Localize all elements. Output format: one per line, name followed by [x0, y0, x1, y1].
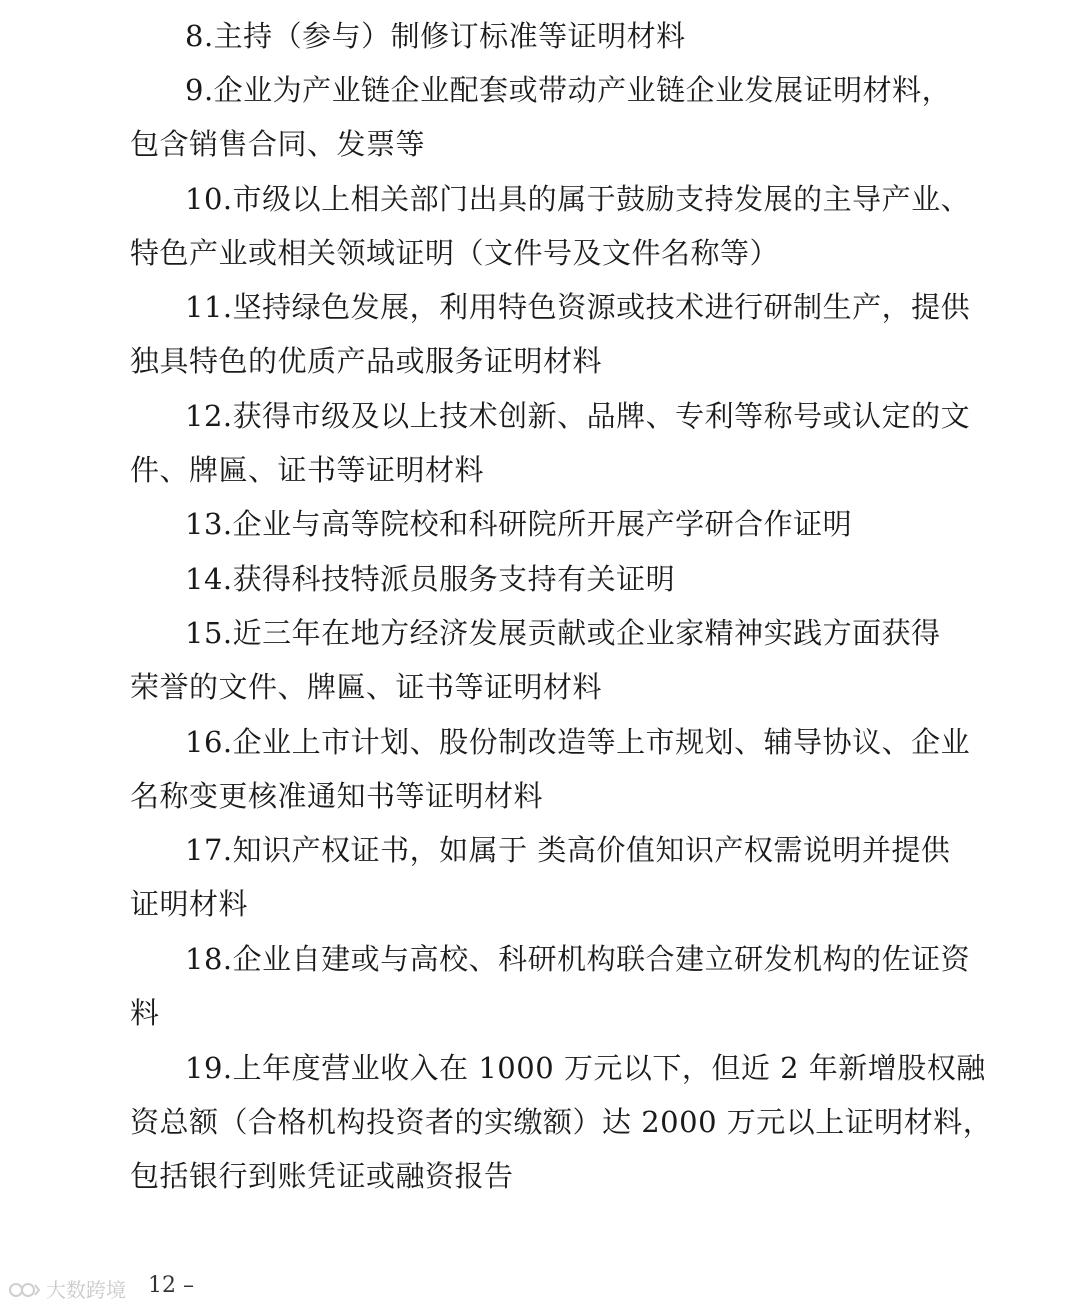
- list-item-line: 11.坚持绿色发展，利用特色资源或技术进行研制生产，提供: [185, 290, 971, 324]
- list-item-line: 包括银行到账凭证或融资报告: [130, 1159, 514, 1193]
- list-item-line: 15.近三年在地方经济发展贡献或企业家精神实践方面获得: [185, 616, 941, 650]
- list-item-line: 19.上年度营业收入在 1000 万元以下，但近 2 年新增股权融: [185, 1051, 986, 1085]
- watermark-logo-icon: [8, 1279, 42, 1301]
- list-item-line: 名称变更核准通知书等证明材料: [130, 779, 544, 813]
- list-item-line: 8.主持（参与）制修订标准等证明材料: [185, 19, 686, 53]
- list-item-line: 件、牌匾、证书等证明材料: [130, 453, 485, 487]
- watermark-text: 大数跨境: [46, 1278, 126, 1302]
- list-item-line: 证明材料: [130, 887, 249, 921]
- list-item-line: 包含销售合同、发票等: [130, 127, 426, 161]
- list-item-line: 16.企业上市计划、股份制改造等上市规划、辅导协议、企业: [185, 725, 971, 759]
- list-item-line: 料: [130, 996, 160, 1030]
- list-item-line: 10.市级以上相关部门出具的属于鼓励支持发展的主导产业、: [185, 182, 971, 216]
- list-item-line: 9.企业为产业链企业配套或带动产业链企业发展证明材料，: [185, 73, 952, 107]
- list-item-line: 特色产业或相关领域证明（文件号及文件名称等）: [130, 236, 780, 270]
- list-item-line: 18.企业自建或与高校、科研机构联合建立研发机构的佐证资: [185, 942, 971, 976]
- watermark: [8, 1276, 126, 1304]
- list-item-line: 14.获得科技特派员服务支持有关证明: [185, 562, 676, 596]
- list-item-line: 12.获得市级及以上技术创新、品牌、专利等称号或认定的文: [185, 399, 971, 433]
- list-item-line: 资总额（合格机构投资者的实缴额）达 2000 万元以上证明材料，: [130, 1105, 993, 1139]
- page-number: 12 –: [148, 1273, 194, 1298]
- list-item-line: 荣誉的文件、牌匾、证书等证明材料: [130, 670, 603, 704]
- list-item-line: 独具特色的优质产品或服务证明材料: [130, 344, 603, 378]
- list-item-line: 13.企业与高等院校和科研院所开展产学研合作证明: [185, 507, 853, 541]
- list-item-line: 17.知识产权证书，如属于 类高价值知识产权需说明并提供: [185, 833, 951, 867]
